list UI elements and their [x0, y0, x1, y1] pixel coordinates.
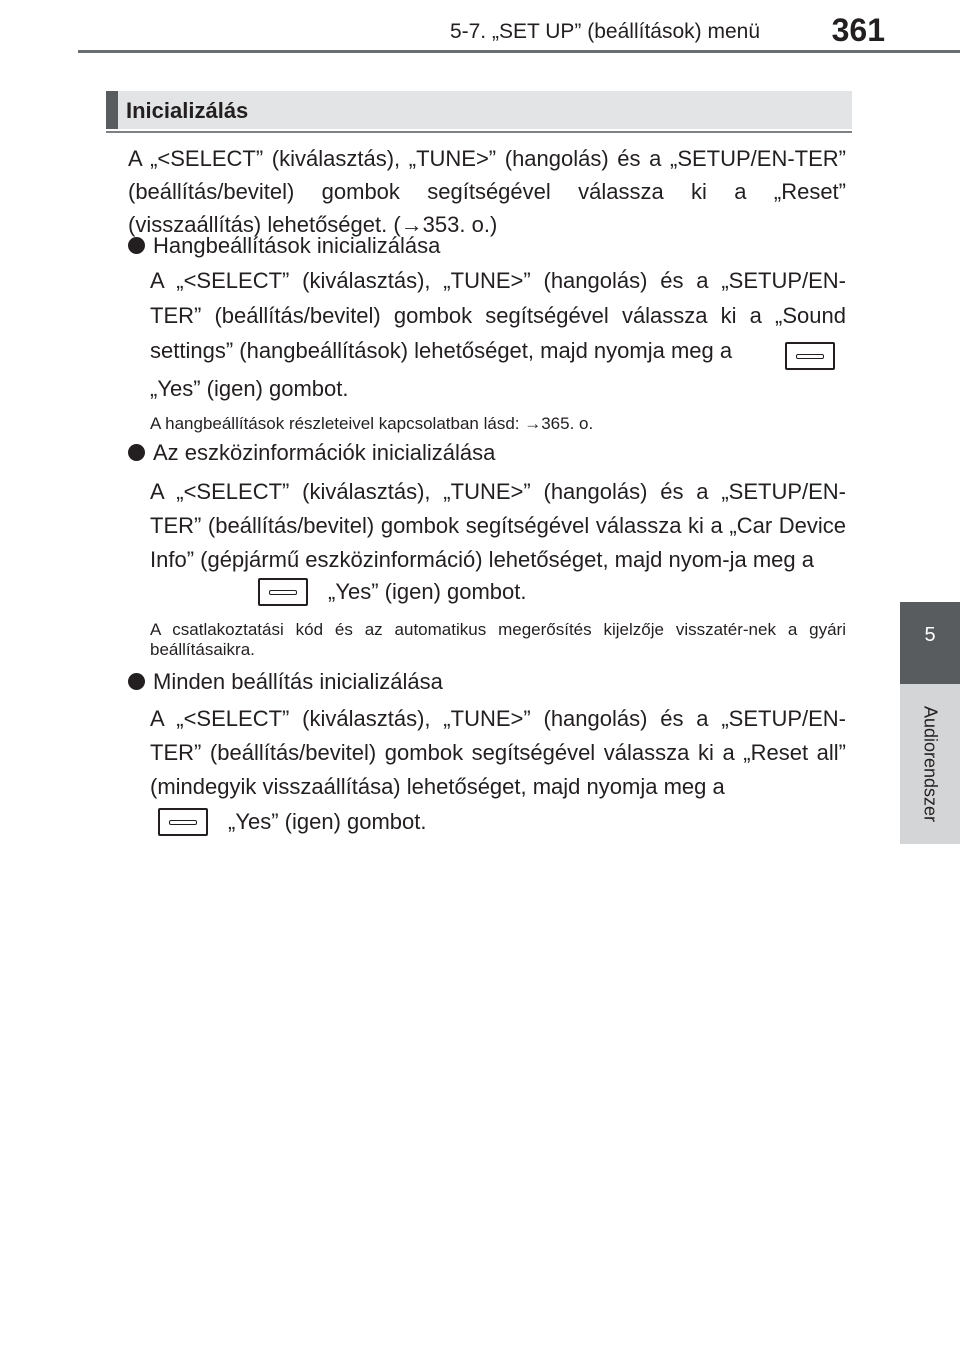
item-body-text: A „<SELECT” (kiválasztás), „TUNE>” (hangolás) és a „SETUP/EN-TER” (beállítás/bevitel) gombok segítségével válassza ki a „Reset all” (mindegyik visszaállítása) lehetőséget, majd nyomja meg a [150, 706, 846, 799]
section-header [106, 91, 852, 129]
setup-enter-button-icon [258, 578, 308, 606]
item-body-end: „Yes” (igen) gombot. [150, 376, 349, 401]
chapter-tab-label: Audiorendszer [920, 705, 941, 823]
section-title: Inicializálás [126, 98, 249, 123]
page-number: 361 [831, 12, 885, 48]
item-body-text: A „<SELECT” (kiválasztás), „TUNE>” (hangolás) és a „SETUP/EN-TER” (beállítás/bevitel) gombok segítségével válassza ki a „Sound settings” (hangbeállítások) lehetőséget, majd nyomja meg a [150, 268, 846, 363]
chapter-title: 5-7. „SET UP” (beállítások) menü [449, 20, 760, 43]
item-body [150, 475, 846, 577]
header-divider [78, 50, 960, 53]
item-heading-text: Hangbeállítások inicializálása [153, 233, 441, 258]
chapter-tab [900, 602, 960, 684]
setup-enter-button-icon [158, 808, 208, 836]
item-note: A csatlakoztatási kód és az automatikus megerősítés kijelzője visszatér-nek a gyári beállításaikra. [150, 620, 846, 659]
setup-enter-button-icon [785, 342, 835, 370]
item-note: A hangbeállítások részleteivel kapcsolatban lásd: →365. o. [150, 414, 594, 433]
bullet-icon [128, 237, 145, 254]
item-body-end: „Yes” (igen) gombot. [228, 809, 427, 834]
bullet-icon [128, 444, 145, 461]
item-heading-text: Az eszközinformációk inicializálása [153, 440, 496, 465]
item-body-end: „Yes” (igen) gombot. [328, 579, 527, 604]
item-heading-text: Minden beállítás inicializálása [153, 669, 443, 694]
chapter-tab-label-area [900, 684, 960, 844]
item-heading [128, 231, 440, 261]
item-heading [128, 438, 495, 468]
chapter-tab-number: 5 [924, 624, 936, 646]
item-body [150, 263, 846, 368]
bullet-icon [128, 673, 145, 690]
intro-paragraph: A „<SELECT” (kiválasztás), „TUNE>” (hangolás) és a „SETUP/EN-TER” (beállítás/bevitel) gombok segítségével válassza ki a „Reset” (visszaállítás) lehetőséget. (→353. o.) [128, 146, 846, 237]
item-heading [128, 667, 443, 697]
item-body-text: A „<SELECT” (kiválasztás), „TUNE>” (hangolás) és a „SETUP/EN-TER” (beállítás/bevitel) gombok segítségével válassza ki a „Car Device Info” (gépjármű eszközinformáció) lehetőséget, majd nyom-ja meg a [150, 479, 846, 572]
item-body [150, 702, 846, 804]
